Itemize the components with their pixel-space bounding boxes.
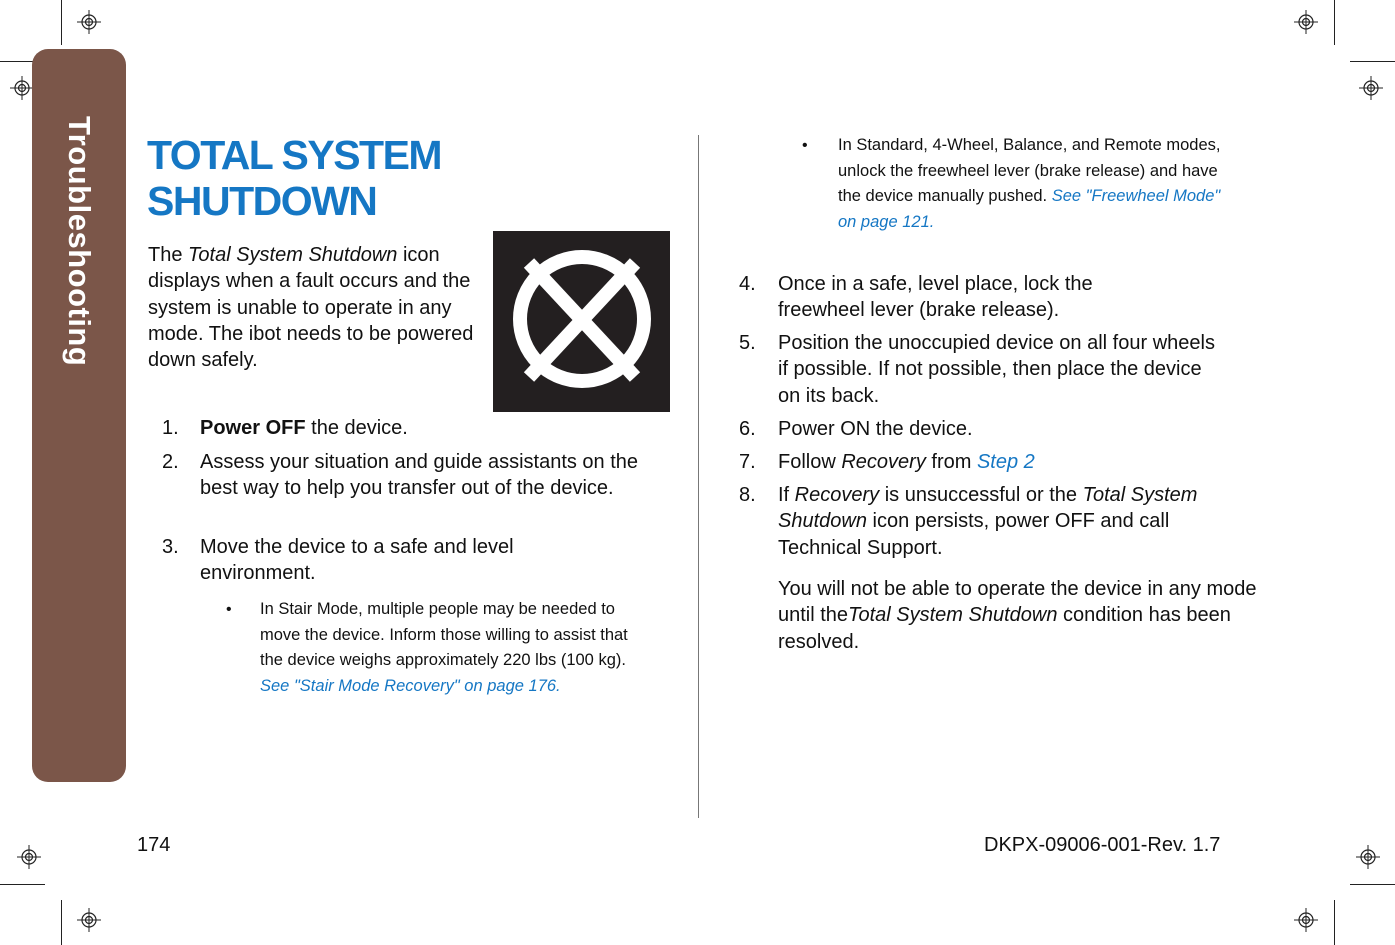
crop-mark <box>1350 61 1395 62</box>
registration-mark-icon <box>77 908 101 932</box>
step-item: 3. Move the device to a safe and level environment. <box>162 536 514 585</box>
bullet-item: • In Stair Mode, multiple people may be needed to move the device. Inform those willing to assist that the device weighs approximately 220 lbs (100 kg). See "Stair Mode Recovery" on page 176. <box>226 600 628 695</box>
registration-mark-icon <box>1356 845 1380 869</box>
crop-mark <box>61 0 62 45</box>
title-line: SHUTDOWN <box>147 178 377 224</box>
crop-mark <box>0 884 45 885</box>
cross-reference-link[interactable]: Step 2 <box>976 451 1035 473</box>
crop-mark <box>1334 900 1335 945</box>
step-item: 7. Follow Recovery from Step 2 <box>739 451 1035 473</box>
crop-mark <box>1334 0 1335 45</box>
document-id: DKPX-09006-001-Rev. 1.7 <box>984 834 1221 856</box>
section-tab-label: Troubleshooting <box>62 116 97 367</box>
step-item: 8. If Recovery is unsuccessful or the Total System Shutdown icon persists, power OFF and call Technical Support. <box>739 484 1198 559</box>
step-item: 1. Power OFF the device. <box>162 417 408 439</box>
registration-mark-icon <box>1294 908 1318 932</box>
title-line: TOTAL SYSTEM <box>147 132 442 178</box>
step-item: 2. Assess your situation and guide assistants on the best way to help you transfer out of the device. <box>162 451 639 500</box>
registration-mark-icon <box>77 10 101 34</box>
step-item: 4. Once in a safe, level place, lock the freewheel lever (brake release). <box>739 273 1093 322</box>
note-paragraph: You will not be able to operate the device in any mode until theTotal System Shutdown condition has been resolved. <box>778 578 1257 653</box>
registration-mark-icon <box>1359 76 1383 100</box>
intro-paragraph: The Total System Shutdown icon displays when a fault occurs and the system is unable to operate in any mode. The ibot needs to be powered down safely. <box>148 244 474 372</box>
column-divider <box>698 135 699 818</box>
registration-mark-icon <box>17 845 41 869</box>
cross-reference-link[interactable]: See "Freewheel Mode" on page 121. <box>838 187 1221 231</box>
crop-mark <box>1350 884 1395 885</box>
step-item: 6. Power ON the device. <box>739 418 973 440</box>
step-item: 5. Position the unoccupied device on all four wheels if possible. If not possible, then place the device on its back. <box>739 332 1215 407</box>
page-number: 174 <box>137 834 171 856</box>
bullet-item: • In Standard, 4-Wheel, Balance, and Remote modes, unlock the freewheel lever (brake release) and have the device manually pushed. See "Freewheel Mode" on page 121. <box>802 136 1221 231</box>
registration-mark-icon <box>10 76 34 100</box>
total-system-shutdown-icon <box>493 231 670 412</box>
registration-mark-icon <box>1294 10 1318 34</box>
page-title <box>147 132 441 224</box>
crop-mark <box>61 900 62 945</box>
cross-reference-link[interactable]: See "Stair Mode Recovery" on page 176. <box>260 676 561 695</box>
